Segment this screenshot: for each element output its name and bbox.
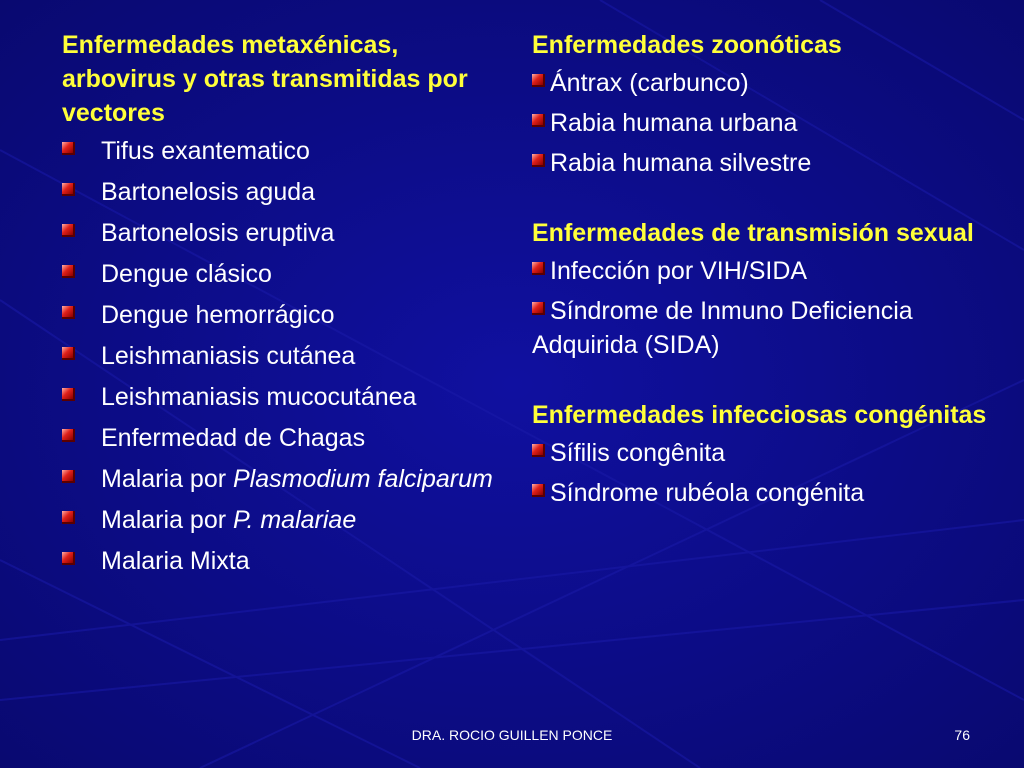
bullet-icon bbox=[532, 444, 545, 457]
item-label: Sífilis congênita bbox=[550, 439, 726, 467]
item-label: Malaria Mixta bbox=[101, 547, 250, 575]
bullet-icon bbox=[62, 306, 75, 319]
list-item bbox=[532, 436, 992, 470]
sti-heading: Enfermedades de transmisión sexual bbox=[532, 219, 974, 247]
list-item bbox=[62, 421, 502, 455]
list-item-malaria-falciparum bbox=[62, 462, 502, 496]
bullet-icon bbox=[62, 511, 75, 524]
list-item bbox=[62, 257, 502, 291]
bullet-icon bbox=[62, 142, 75, 155]
bullet-icon bbox=[532, 114, 545, 127]
congenital-heading: Enfermedades infecciosas congénitas bbox=[532, 401, 987, 429]
item-label: Bartonelosis aguda bbox=[101, 178, 316, 206]
bullet-icon bbox=[62, 347, 75, 360]
species-name: Plasmodium falciparum bbox=[233, 465, 493, 493]
list-item-malaria-malariae bbox=[62, 503, 502, 537]
list-item bbox=[532, 476, 992, 510]
list-item bbox=[62, 134, 502, 168]
vector-diseases-heading: Enfermedades metaxénicas, arbovirus y otras transmitidas por vectores bbox=[62, 31, 468, 127]
zoonotic-heading: Enfermedades zoonóticas bbox=[532, 31, 842, 59]
bullet-icon bbox=[532, 154, 545, 167]
bullet-icon bbox=[62, 183, 75, 196]
bullet-icon bbox=[62, 388, 75, 401]
section-spacer bbox=[532, 180, 992, 216]
list-item bbox=[62, 380, 502, 414]
list-item bbox=[532, 254, 992, 288]
section-spacer bbox=[532, 362, 992, 398]
species-name: P. malariae bbox=[233, 506, 357, 534]
item-prefix: Malaria por bbox=[101, 506, 233, 534]
list-item bbox=[62, 298, 502, 332]
bullet-icon bbox=[62, 470, 75, 483]
item-prefix: Malaria por bbox=[101, 465, 233, 493]
bullet-icon bbox=[62, 429, 75, 442]
list-item bbox=[532, 66, 992, 100]
list-item bbox=[62, 339, 502, 373]
item-label: Bartonelosis eruptiva bbox=[101, 219, 335, 247]
item-label: Dengue clásico bbox=[101, 260, 272, 288]
item-label: Síndrome de Inmuno Deficiencia Adquirida (SIDA) bbox=[532, 297, 913, 359]
left-column bbox=[62, 28, 502, 578]
bullet-icon bbox=[532, 484, 545, 497]
list-item bbox=[62, 175, 502, 209]
item-label: Síndrome rubéola congénita bbox=[550, 479, 865, 507]
item-label: Rabia humana urbana bbox=[550, 109, 798, 137]
item-label: Rabia humana silvestre bbox=[550, 149, 812, 177]
item-label: Dengue hemorrágico bbox=[101, 301, 335, 329]
item-label: Leishmaniasis cutánea bbox=[101, 342, 356, 370]
bullet-icon bbox=[62, 552, 75, 565]
list-item bbox=[62, 216, 502, 250]
item-label: Infección por VIH/SIDA bbox=[550, 257, 808, 285]
item-label: Leishmaniasis mucocutánea bbox=[101, 383, 417, 411]
bullet-icon bbox=[532, 302, 545, 315]
list-item-malaria-mixta bbox=[62, 544, 502, 578]
right-column bbox=[532, 28, 992, 510]
list-item bbox=[532, 106, 992, 140]
list-item bbox=[532, 146, 992, 180]
item-label: Tifus exantematico bbox=[101, 137, 310, 165]
item-label: Ántrax (carbunco) bbox=[550, 69, 749, 97]
item-label: Enfermedad de Chagas bbox=[101, 424, 366, 452]
bullet-icon bbox=[62, 265, 75, 278]
bullet-icon bbox=[62, 224, 75, 237]
list-item bbox=[532, 294, 992, 362]
bullet-icon bbox=[532, 74, 545, 87]
page-number: 76 bbox=[954, 727, 970, 743]
bullet-icon bbox=[532, 262, 545, 275]
footer-author: DRA. ROCIO GUILLEN PONCE bbox=[411, 727, 613, 743]
